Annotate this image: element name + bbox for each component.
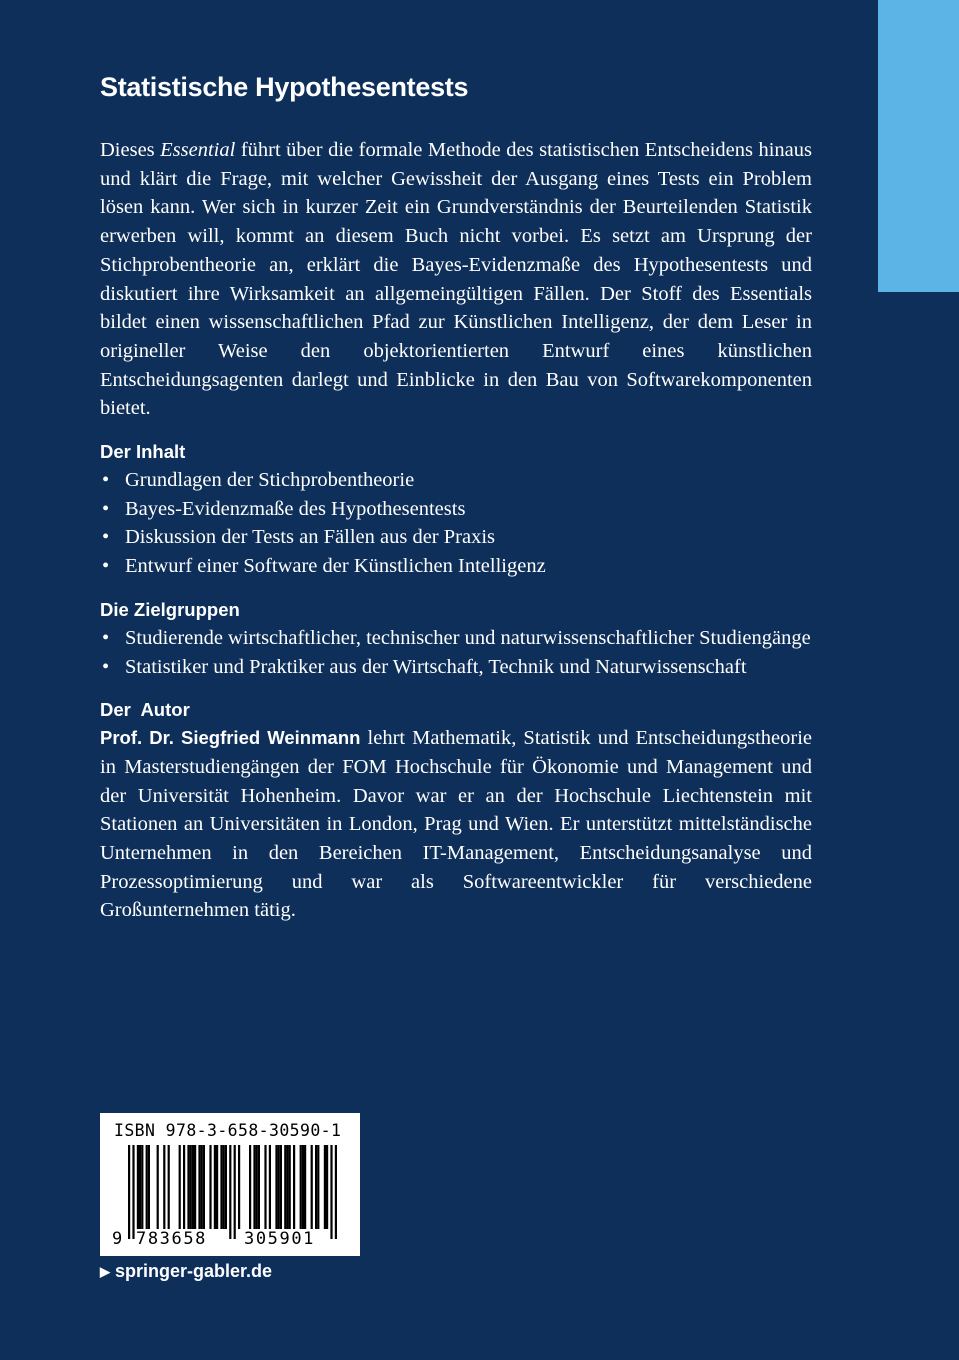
barcode-bar (146, 1145, 148, 1229)
list-item: • Diskussion der Tests an Fällen aus der Praxis (100, 523, 812, 552)
barcode-guard-bar (128, 1145, 130, 1239)
barcode-bar (275, 1145, 277, 1229)
barcode-bar (304, 1145, 306, 1229)
barcode-guard-bar (234, 1145, 236, 1239)
contents-list (100, 466, 812, 581)
intro-after: führt über die formale Methode des statistischen Entscheidens hinaus und klärt die Frage, mit welcher Gewissheit der Ausgang eines Tests ein Problem lösen kann. Wer sich in kurzer Zeit ein Grundverständnis der Beurteilenden Statistik erwerben will, kommt an diesem Buch nicht vorbei. Es setzt am Ursprung der Stichprobentheorie an, erklärt die Bayes-Evidenzmaße des Hypothesentests und diskutiert ihre Wirksamkeit an allgemeingültigen Fällen. Der Stoff des Essentials bildet einen wissenschaftlichen Pfad zur Künstlichen Intelligenz, der dem Leser in origineller Weise den objektorientierten Entwurf eines künstlichen Entscheidungsagenten darlegt und Einblicke in den Bau von Softwarekomponenten bietet. (100, 139, 812, 420)
barcode-bar (311, 1145, 313, 1229)
barcode-bar (223, 1145, 225, 1229)
barcode-bar (190, 1145, 192, 1229)
barcode-bar (225, 1145, 227, 1229)
barcode-bar (326, 1145, 328, 1229)
publisher-website[interactable] (100, 1261, 272, 1282)
intro-emphasis: Essential (160, 139, 236, 161)
barcode-digit-first: 9 (112, 1229, 123, 1249)
list-item: • Statistiker und Praktiker aus der Wirtschaft, Technik und Naturwissenschaft (100, 653, 812, 682)
barcode-guard-bar (229, 1145, 231, 1239)
triangle-right-icon: ▶ (100, 1263, 110, 1279)
barcode-bar (209, 1145, 211, 1229)
audience-heading: Die Zielgruppen (100, 598, 240, 620)
barcode-bar (238, 1145, 240, 1229)
barcode-bar (302, 1145, 304, 1229)
list-item: • Entwurf einer Software der Künstlichen Intelligenz (100, 552, 812, 581)
barcode-bar (293, 1145, 295, 1229)
barcode-bar (286, 1145, 288, 1229)
barcode-bar (289, 1145, 291, 1229)
barcode-guard-bar (335, 1145, 337, 1239)
intro-paragraph (100, 136, 812, 423)
barcode-bar (187, 1145, 189, 1229)
barcode-bar (269, 1145, 271, 1229)
barcode-guard-bar (330, 1145, 332, 1239)
barcode-bar (168, 1145, 170, 1229)
author-heading: Der Autor (100, 699, 190, 721)
barcode-bar (300, 1145, 302, 1229)
barcode-bar (264, 1145, 266, 1229)
barcode-bar (183, 1145, 185, 1229)
barcode-bar (249, 1145, 251, 1229)
isbn-label: ISBN 978-3-658-30590-1 (114, 1121, 342, 1140)
barcode-bar (137, 1145, 139, 1229)
barcode-digits-left: 783658 (136, 1229, 208, 1249)
barcode-bar (216, 1145, 218, 1229)
barcode-bar (253, 1145, 255, 1229)
barcode-bar (256, 1145, 258, 1229)
barcode-bar (139, 1145, 141, 1229)
barcode-bar (194, 1145, 196, 1229)
barcode-guard-bar (132, 1145, 134, 1239)
barcode-bar (179, 1145, 181, 1229)
author-paragraph (100, 724, 812, 925)
barcode-bar (141, 1145, 143, 1229)
barcode-bar (278, 1145, 280, 1229)
barcode-bar (315, 1145, 317, 1229)
list-item: • Bayes-Evidenzmaße des Hypothesentests (100, 495, 812, 524)
barcode-bar (317, 1145, 319, 1229)
audience-list (100, 624, 812, 681)
barcode-bar (258, 1145, 260, 1229)
author-name: Prof. Dr. Siegfried Weinmann (100, 727, 361, 749)
list-item: • Grundlagen der Stichprobentheorie (100, 466, 812, 495)
barcode-bar (214, 1145, 216, 1229)
barcode-digits-right: 305901 (244, 1229, 316, 1249)
barcode-bar (192, 1145, 194, 1229)
list-item: • Studierende wirtschaftlicher, technischer und naturwissenschaftlicher Studiengänge (100, 624, 812, 653)
barcode-bar (148, 1145, 150, 1229)
barcode-bar (163, 1145, 165, 1229)
contents-heading: Der Inhalt (100, 441, 186, 463)
author-bio: lehrt Mathematik, Statistik und Entscheidungstheorie in Masterstudiengängen der FOM Hochschule für Ökonomie und Management und der Universität Hohenheim. Davor war er an der Hochschule Liechtenstein mit Stationen an Universitäten in London, Prag und Wien. Er unterstützt mittelständische Unternehmen in den Bereichen IT-Management, Entscheidungsanalyse und Prozessoptimierung und war als Softwareentwickler für verschiedene Großunternehmen tätig. (100, 727, 813, 922)
barcode-bar (324, 1145, 326, 1229)
back-cover-content (100, 136, 812, 925)
barcode-bar (157, 1145, 159, 1229)
barcode-bar (198, 1145, 200, 1229)
isbn-barcode (100, 1113, 360, 1256)
barcode-bar (201, 1145, 203, 1229)
website-url: springer-gabler.de (115, 1261, 273, 1281)
barcode-bar (203, 1145, 205, 1229)
barcode-bar (280, 1145, 282, 1229)
book-title: Statistische Hypothesentests (100, 72, 469, 102)
barcode-bar (220, 1145, 222, 1229)
accent-bar (878, 0, 959, 292)
intro-before: Dieses (100, 139, 161, 161)
barcode-bar (284, 1145, 286, 1229)
